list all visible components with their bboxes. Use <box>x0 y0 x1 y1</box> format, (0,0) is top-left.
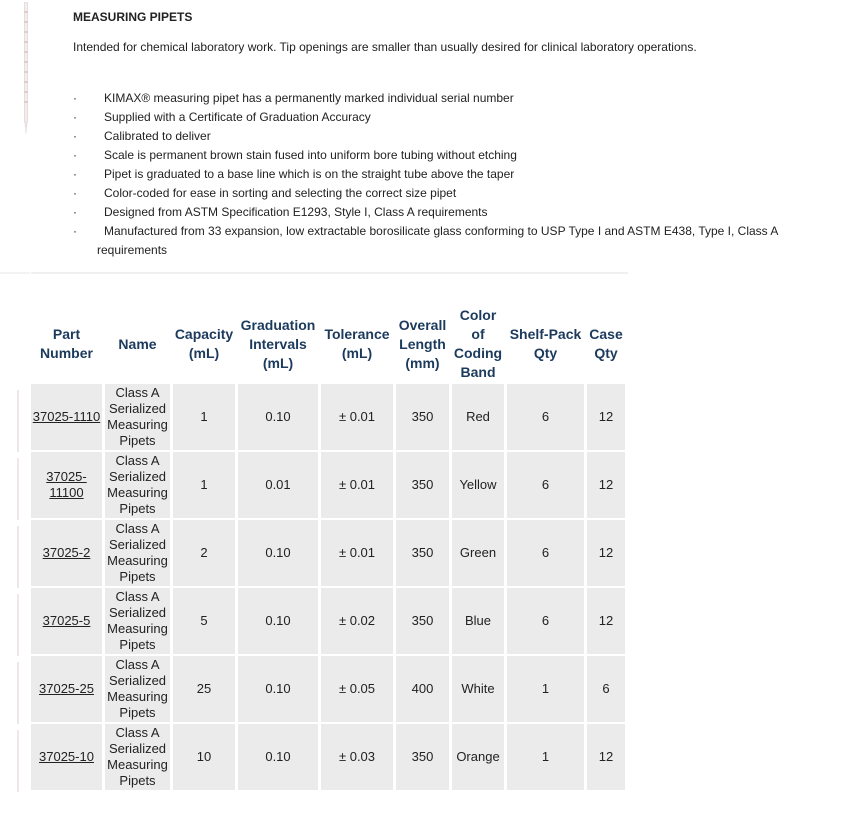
tolerance-cell: ± 0.05 <box>321 656 393 722</box>
header-name: Name <box>105 306 170 382</box>
table-row <box>31 656 625 722</box>
shelf-pack-cell: 6 <box>507 384 584 450</box>
name-cell: Class A Serialized Measuring Pipets <box>105 452 170 518</box>
pipet-icon <box>16 526 20 588</box>
case-cell: 12 <box>587 588 625 654</box>
list-item: · KIMAX® measuring pipet has a permanently marked individual serial number <box>73 89 813 108</box>
header-case: Case Qty <box>587 306 625 382</box>
header-tolerance: Tolerance (mL) <box>321 306 393 382</box>
graduation-cell: 0.10 <box>238 656 318 722</box>
part-number-link[interactable]: 37025-1110 <box>32 409 101 424</box>
color-cell: Blue <box>452 588 504 654</box>
part-number-cell <box>31 384 102 450</box>
graduation-cell: 0.01 <box>238 452 318 518</box>
color-cell: Orange <box>452 724 504 790</box>
tolerance-cell: ± 0.01 <box>321 452 393 518</box>
specs-table-container <box>31 272 628 792</box>
shelf-pack-cell: 6 <box>507 452 584 518</box>
pipet-icon <box>16 662 20 724</box>
list-item: · Scale is permanent brown stain fused into uniform bore tubing without etching <box>73 146 813 165</box>
table-header-row <box>31 306 625 382</box>
capacity-cell: 10 <box>173 724 235 790</box>
part-number-cell <box>31 452 102 518</box>
color-cell: Yellow <box>452 452 504 518</box>
shelf-pack-cell: 6 <box>507 588 584 654</box>
name-cell: Class A Serialized Measuring Pipets <box>105 656 170 722</box>
name-cell: Class A Serialized Measuring Pipets <box>105 384 170 450</box>
header-capacity: Capacity (mL) <box>173 306 235 382</box>
graduation-cell: 0.10 <box>238 724 318 790</box>
tolerance-cell: ± 0.02 <box>321 588 393 654</box>
pipet-icon <box>16 730 20 792</box>
specs-table <box>28 304 628 792</box>
pipet-icon <box>23 2 29 134</box>
color-cell: Green <box>452 520 504 586</box>
list-item: · Designed from ASTM Specification E1293, Style I, Class A requirements <box>73 203 813 222</box>
part-number-link[interactable]: 37025-2 <box>42 545 91 560</box>
capacity-cell: 5 <box>173 588 235 654</box>
tolerance-cell: ± 0.01 <box>321 520 393 586</box>
case-cell: 6 <box>587 656 625 722</box>
part-number-link[interactable]: 37025-5 <box>42 613 91 628</box>
bullet-icon: · <box>73 110 77 124</box>
case-cell: 12 <box>587 724 625 790</box>
header-shelf-pack: Shelf-Pack Qty <box>507 306 584 382</box>
bullet-icon: · <box>73 167 77 181</box>
table-row <box>31 520 625 586</box>
part-number-cell <box>31 588 102 654</box>
list-item: · Manufactured from 33 expansion, low extractable borosilicate glass conforming to USP Type I and ASTM E438, Type I, Class A requirements <box>73 224 779 257</box>
length-cell: 350 <box>396 452 449 518</box>
bullet-icon: · <box>73 91 77 105</box>
list-item: · Pipet is graduated to a base line which is on the straight tube above the taper <box>73 165 813 184</box>
graduation-cell: 0.10 <box>238 520 318 586</box>
bullet-icon: · <box>73 148 77 162</box>
pipet-icon <box>16 390 20 452</box>
length-cell: 350 <box>396 520 449 586</box>
bullet-icon: · <box>73 129 77 143</box>
graduation-cell: 0.10 <box>238 384 318 450</box>
page-title: MEASURING PIPETS <box>73 10 193 24</box>
length-cell: 400 <box>396 656 449 722</box>
capacity-cell: 25 <box>173 656 235 722</box>
pipet-icon <box>16 594 20 656</box>
part-number-cell <box>31 520 102 586</box>
list-item: · Color-coded for ease in sorting and selecting the correct size pipet <box>73 184 813 203</box>
shelf-pack-cell: 1 <box>507 656 584 722</box>
case-cell: 12 <box>587 452 625 518</box>
length-cell: 350 <box>396 588 449 654</box>
part-number-link[interactable]: 37025-25 <box>39 681 94 696</box>
capacity-cell: 1 <box>173 384 235 450</box>
case-cell: 12 <box>587 384 625 450</box>
bullet-icon: · <box>73 205 77 219</box>
part-number-link[interactable]: 37025-10 <box>39 749 94 764</box>
name-cell: Class A Serialized Measuring Pipets <box>105 520 170 586</box>
list-item: · Calibrated to deliver <box>73 127 813 146</box>
list-item: · Supplied with a Certificate of Graduation Accuracy <box>73 108 813 127</box>
header-graduation: Graduation Intervals (mL) <box>238 306 318 382</box>
header-part-number: Part Number <box>31 306 102 382</box>
capacity-cell: 1 <box>173 452 235 518</box>
case-cell: 12 <box>587 520 625 586</box>
part-number-cell <box>31 656 102 722</box>
bullet-icon: · <box>73 186 77 200</box>
tolerance-cell: ± 0.01 <box>321 384 393 450</box>
shelf-pack-cell: 6 <box>507 520 584 586</box>
length-cell: 350 <box>396 724 449 790</box>
color-cell: Red <box>452 384 504 450</box>
pipet-icon <box>16 458 20 520</box>
header-length: Overall Length (mm) <box>396 306 449 382</box>
table-row <box>31 588 625 654</box>
shelf-pack-cell: 1 <box>507 724 584 790</box>
table-row <box>31 724 625 790</box>
bullet-icon: · <box>73 224 77 238</box>
name-cell: Class A Serialized Measuring Pipets <box>105 588 170 654</box>
graduation-cell: 0.10 <box>238 588 318 654</box>
capacity-cell: 2 <box>173 520 235 586</box>
part-number-cell <box>31 724 102 790</box>
name-cell: Class A Serialized Measuring Pipets <box>105 724 170 790</box>
part-number-link[interactable]: 37025-11100 <box>46 469 87 500</box>
table-row <box>31 452 625 518</box>
tolerance-cell: ± 0.03 <box>321 724 393 790</box>
feature-list <box>73 89 813 260</box>
length-cell: 350 <box>396 384 449 450</box>
color-cell: White <box>452 656 504 722</box>
table-row <box>31 384 625 450</box>
divider <box>0 272 30 274</box>
header-color: Color of Coding Band <box>453 307 503 380</box>
intro-text: Intended for chemical laboratory work. Tip openings are smaller than usually desired for clinical laboratory operations. <box>73 40 697 54</box>
